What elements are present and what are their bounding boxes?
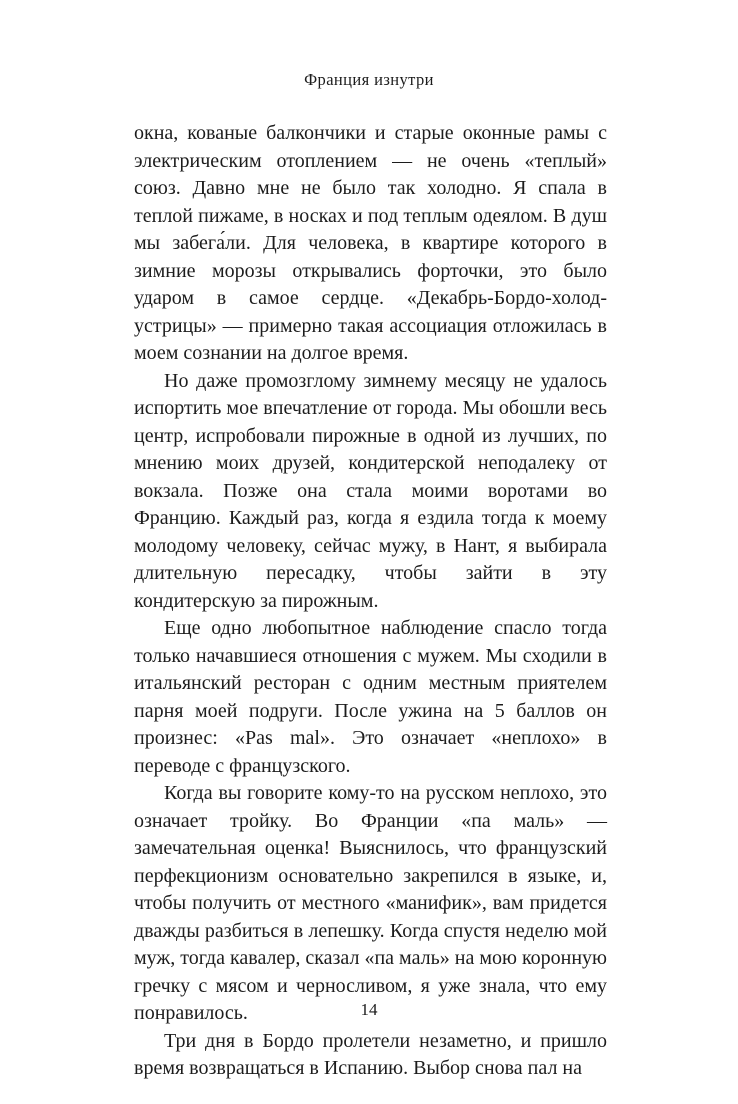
body-paragraph: Но даже промозглому зимнему месяцу не удалось испортить мое впечатление от города. Мы обошли весь центр, испробовали пирожные в одной из лучших, по мнению моих друзей, кондитерской неподалеку от вокзала. Позже она стала моими воротами во Францию. Каждый раз, когда я ездила тогда к моему молодому человеку, сейчас мужу, в Нант, я выбирала длительную пересадку, чтобы зайти в эту кондитерскую за пирожным. [134,369,607,612]
body-paragraph: Три дня в Бордо пролетели незаметно, и пришло время возвращаться в Испанию. Выбор снова пал на [134,1029,607,1079]
body-paragraph: окна, кованые балкончики и старые оконные рамы с электрическим отоплением — не очень «теплый» союз. Давно мне не было так холодно. Я спала в теплой пижаме, в носках и под теплым одеялом. В душ мы забега́ли. Для человека, в квартире которого в зимние морозы открывались форточки, это было ударом в самое сердце. «Декабрь-Бордо-холод-устрицы» — примерно такая ассоциация отложилась в моем сознании на долгое время. [134,122,607,364]
running-head: Франция изнутри [304,70,434,89]
body-paragraph: Еще одно любопытное наблюдение спасло тогда только начавшиеся отношения с мужем. Мы сходили в итальянский ресторан с одним местным приятелем парня моей подруги. После ужина на 5 баллов он произнес: «Pas mal». Это означает «неплохо» в переводе с французского. [134,617,607,777]
body-paragraph: Когда вы говорите кому-то на русском неплохо, это означает тройку. Во Франции «па маль» — замечательная оценка! Выяснилось, что французский перфекционизм основательно закрепился в языке, и, чтобы получить от местного «манифик», вам придется дважды разбиться в лепешку. Когда спустя неделю мой муж, тогда кавалер, сказал «па маль» на мою коронную гречку с мясом и черносливом, я уже знала, что ему понравилось. [134,782,607,1024]
page-number: 14 [360,1000,378,1019]
body-text-block [134,120,607,1083]
